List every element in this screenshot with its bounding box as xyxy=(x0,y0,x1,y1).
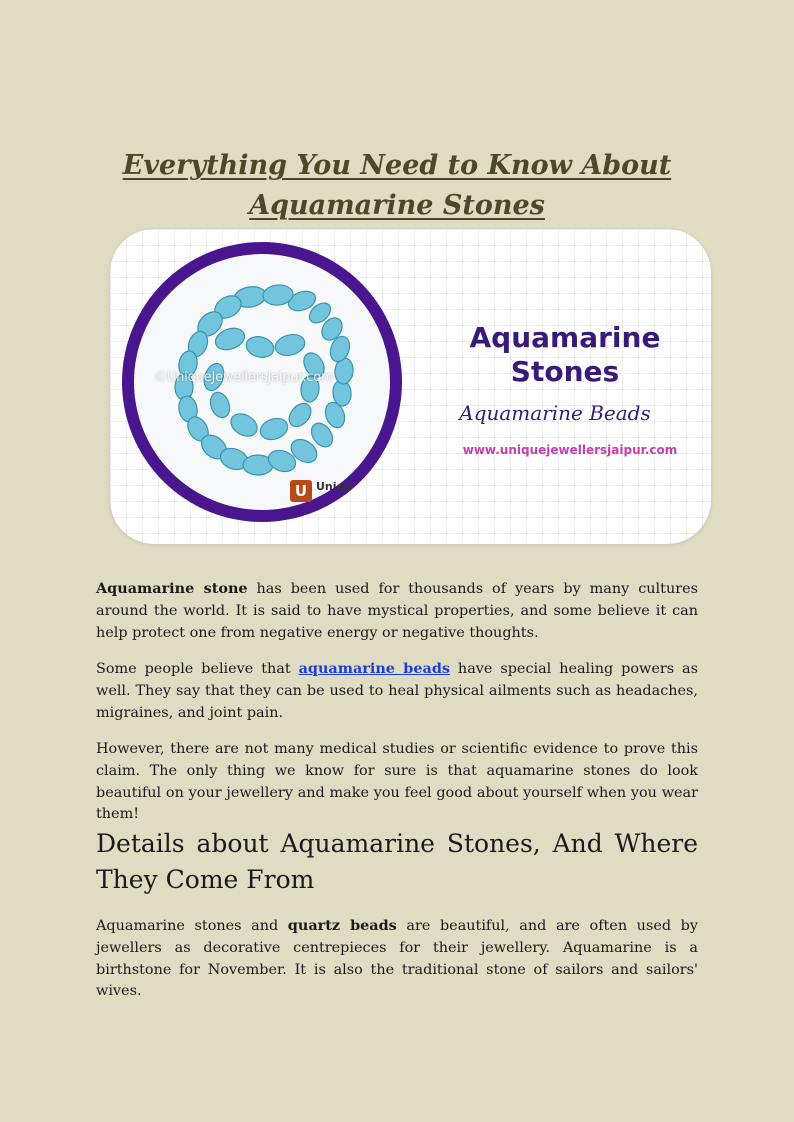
details-paragraph xyxy=(96,915,698,1003)
evidence-paragraph: However, there are not many medical studies or scientific evidence to prove this claim. The only thing we know for sure is that aquamarine stones do look beautiful on your jewellery and make you feel good about yourself when you wear them! xyxy=(96,741,698,823)
page-title: Everything You Need to Know About Aquamarine Stones xyxy=(122,150,672,222)
brand-logo-icon: U xyxy=(290,480,312,502)
banner-url: www.uniquejewellersjaipur.com xyxy=(462,443,678,457)
banner-subtitle: Aquamarine Beads xyxy=(459,401,651,425)
bold-term: quartz beads xyxy=(287,917,397,934)
healing-paragraph xyxy=(96,658,698,724)
hero-banner xyxy=(110,229,711,544)
paragraph-text: are beautiful, and are often used by jewellers as decorative centrepieces for their jewellery. Aquamarine is a birthstone for November. It is also the traditional stone of sailors and sailors' wives. xyxy=(96,918,699,1000)
brand-logo-text: Uniqu xyxy=(316,480,353,493)
aquamarine-beads-link[interactable]: aquamarine beads xyxy=(298,660,451,677)
bold-term: Aquamarine stone xyxy=(96,580,248,597)
paragraph-text: Some people believe that xyxy=(96,661,299,677)
paragraph-text: has been used for thousands of years by many cultures around the world. It is said to have mystical properties, and some believe it can help protect one from negative energy or negative thoughts. xyxy=(96,581,698,641)
section-heading: Details about Aquamarine Stones, And Where They Come From xyxy=(96,829,698,894)
image-watermark: ©UniqueJewellersJaipur.com xyxy=(154,370,334,385)
banner-title: Aquamarine Stones xyxy=(469,321,661,388)
intro-paragraph xyxy=(96,578,698,644)
paragraph-text: have special healing powers as well. They say that they can be used to heal physical ailments such as headaches, migraines, and joint pain. xyxy=(96,661,699,721)
paragraph-text: Aquamarine stones and xyxy=(96,918,288,934)
